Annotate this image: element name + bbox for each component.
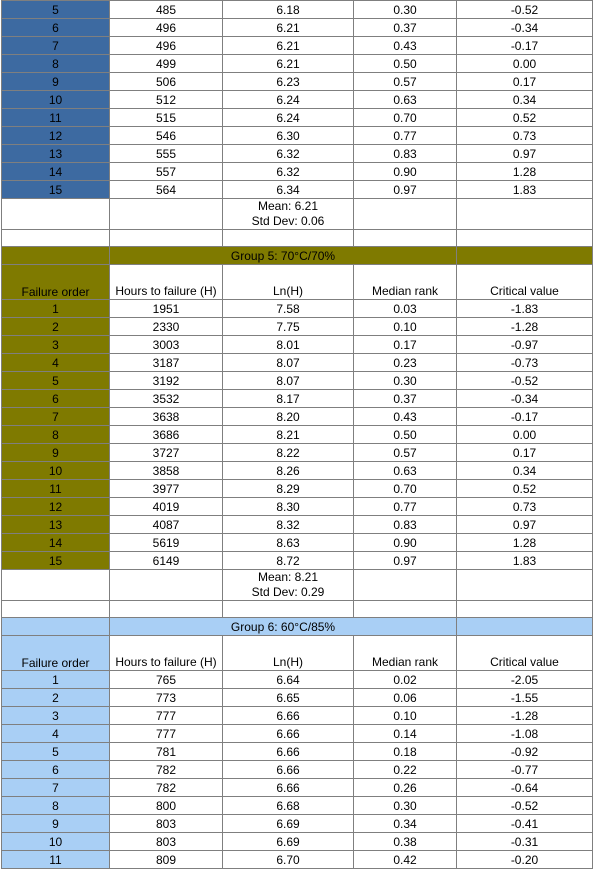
failure-order-cell: 3 <box>2 707 110 725</box>
median-rank-cell: 0.63 <box>354 462 457 480</box>
table-row <box>2 689 593 707</box>
ln-h-cell: 8.21 <box>223 426 354 444</box>
ln-h-cell: 6.30 <box>223 127 354 145</box>
header-ln-h: Ln(H) <box>223 636 354 671</box>
summary-row <box>2 199 593 230</box>
empty-cell <box>457 618 593 636</box>
group-title-row <box>2 618 593 636</box>
hours-cell: 803 <box>110 815 223 833</box>
hours-cell: 803 <box>110 833 223 851</box>
median-rank-cell: 0.37 <box>354 390 457 408</box>
failure-order-cell: 2 <box>2 689 110 707</box>
ln-h-cell: 6.34 <box>223 181 354 199</box>
table-row <box>2 181 593 199</box>
table-row <box>2 390 593 408</box>
critical-value-cell: -0.17 <box>457 37 593 55</box>
table-row <box>2 300 593 318</box>
hours-cell: 1951 <box>110 300 223 318</box>
empty-cell <box>354 199 457 230</box>
critical-value-cell: 0.00 <box>457 55 593 73</box>
summary-row <box>2 570 593 601</box>
median-rank-cell: 0.90 <box>354 534 457 552</box>
empty-cell <box>110 230 223 247</box>
table-row <box>2 1 593 19</box>
column-header-row <box>2 636 593 671</box>
median-rank-cell: 0.03 <box>354 300 457 318</box>
critical-value-cell: 0.17 <box>457 444 593 462</box>
median-rank-cell: 0.37 <box>354 19 457 37</box>
critical-value-cell: 1.83 <box>457 181 593 199</box>
table-row <box>2 426 593 444</box>
failure-order-cell: 10 <box>2 91 110 109</box>
critical-value-cell: -0.77 <box>457 761 593 779</box>
ln-h-cell: 6.64 <box>223 671 354 689</box>
ln-h-cell: 6.18 <box>223 1 354 19</box>
ln-h-cell: 6.24 <box>223 109 354 127</box>
ln-h-cell: 8.22 <box>223 444 354 462</box>
failure-order-cell: 4 <box>2 354 110 372</box>
failure-order-cell: 5 <box>2 1 110 19</box>
hours-cell: 782 <box>110 761 223 779</box>
failure-order-cell: 8 <box>2 55 110 73</box>
header-failure-order: Failure order <box>2 265 110 300</box>
hours-cell: 512 <box>110 91 223 109</box>
group-title: Group 6: 60°C/85% <box>110 618 457 636</box>
ln-h-cell: 8.20 <box>223 408 354 426</box>
failure-order-cell: 15 <box>2 181 110 199</box>
table-row <box>2 145 593 163</box>
mean-value: Mean: 8.21 <box>257 570 319 584</box>
table-row <box>2 336 593 354</box>
critical-value-cell: -0.52 <box>457 372 593 390</box>
critical-value-cell: 0.97 <box>457 516 593 534</box>
median-rank-cell: 0.97 <box>354 552 457 570</box>
empty-cell <box>457 230 593 247</box>
ln-h-cell: 6.65 <box>223 689 354 707</box>
table-row <box>2 671 593 689</box>
table-row <box>2 109 593 127</box>
table-row <box>2 480 593 498</box>
hours-cell: 5619 <box>110 534 223 552</box>
empty-cell <box>457 570 593 601</box>
failure-order-cell: 11 <box>2 109 110 127</box>
failure-order-cell: 15 <box>2 552 110 570</box>
empty-cell <box>2 570 110 601</box>
table-row <box>2 444 593 462</box>
table-row <box>2 779 593 797</box>
critical-value-cell: 0.17 <box>457 73 593 91</box>
hours-cell: 496 <box>110 37 223 55</box>
critical-value-cell: -0.73 <box>457 354 593 372</box>
hours-cell: 765 <box>110 671 223 689</box>
critical-value-cell: -0.34 <box>457 390 593 408</box>
critical-value-cell: -1.08 <box>457 725 593 743</box>
table-row <box>2 73 593 91</box>
table-row <box>2 833 593 851</box>
hours-cell: 3192 <box>110 372 223 390</box>
table-row <box>2 707 593 725</box>
critical-value-cell: -0.34 <box>457 19 593 37</box>
critical-value-cell: -0.52 <box>457 1 593 19</box>
median-rank-cell: 0.10 <box>354 707 457 725</box>
failure-order-cell: 4 <box>2 725 110 743</box>
header-critical-value: Critical value <box>457 636 593 671</box>
ln-h-cell: 6.23 <box>223 73 354 91</box>
header-hours-to-failure: Hours to failure (H) <box>110 636 223 671</box>
ln-h-cell: 6.32 <box>223 145 354 163</box>
critical-value-cell: -1.28 <box>457 707 593 725</box>
hours-cell: 800 <box>110 797 223 815</box>
hours-cell: 4087 <box>110 516 223 534</box>
header-median-rank: Median rank <box>354 636 457 671</box>
hours-cell: 557 <box>110 163 223 181</box>
critical-value-cell: 0.34 <box>457 91 593 109</box>
critical-value-cell: -1.83 <box>457 300 593 318</box>
hours-cell: 496 <box>110 19 223 37</box>
failure-order-cell: 2 <box>2 318 110 336</box>
median-rank-cell: 0.17 <box>354 336 457 354</box>
hours-cell: 773 <box>110 689 223 707</box>
critical-value-cell: -0.52 <box>457 797 593 815</box>
failure-order-cell: 5 <box>2 372 110 390</box>
hours-cell: 6149 <box>110 552 223 570</box>
failure-order-cell: 6 <box>2 761 110 779</box>
table-row <box>2 851 593 869</box>
hours-cell: 3532 <box>110 390 223 408</box>
ln-h-cell: 8.01 <box>223 336 354 354</box>
ln-h-cell: 6.66 <box>223 779 354 797</box>
table-row <box>2 797 593 815</box>
median-rank-cell: 0.30 <box>354 797 457 815</box>
table-row <box>2 127 593 145</box>
table-row <box>2 37 593 55</box>
median-rank-cell: 0.43 <box>354 408 457 426</box>
hours-cell: 777 <box>110 707 223 725</box>
median-rank-cell: 0.63 <box>354 91 457 109</box>
ln-h-cell: 8.07 <box>223 354 354 372</box>
hours-cell: 506 <box>110 73 223 91</box>
median-rank-cell: 0.57 <box>354 444 457 462</box>
ln-h-cell: 6.66 <box>223 725 354 743</box>
median-rank-cell: 0.02 <box>354 671 457 689</box>
empty-cell <box>2 199 110 230</box>
mean-value: Mean: 6.21 <box>257 199 319 213</box>
ln-h-cell: 6.32 <box>223 163 354 181</box>
hours-cell: 781 <box>110 743 223 761</box>
spacer-row <box>2 601 593 618</box>
median-rank-cell: 0.18 <box>354 743 457 761</box>
table-row <box>2 163 593 181</box>
hours-cell: 564 <box>110 181 223 199</box>
empty-cell <box>457 247 593 265</box>
critical-value-cell: -0.41 <box>457 815 593 833</box>
empty-cell <box>2 618 110 636</box>
failure-order-cell: 7 <box>2 779 110 797</box>
critical-value-cell: 0.00 <box>457 426 593 444</box>
spacer-row <box>2 230 593 247</box>
median-rank-cell: 0.34 <box>354 815 457 833</box>
median-rank-cell: 0.30 <box>354 372 457 390</box>
median-rank-cell: 0.57 <box>354 73 457 91</box>
ln-h-cell: 6.66 <box>223 761 354 779</box>
median-rank-cell: 0.97 <box>354 181 457 199</box>
failure-order-cell: 10 <box>2 833 110 851</box>
ln-h-cell: 8.30 <box>223 498 354 516</box>
median-rank-cell: 0.26 <box>354 779 457 797</box>
critical-value-cell: 1.83 <box>457 552 593 570</box>
median-rank-cell: 0.06 <box>354 689 457 707</box>
ln-h-cell: 6.21 <box>223 37 354 55</box>
critical-value-cell: -0.64 <box>457 779 593 797</box>
table-row <box>2 761 593 779</box>
hours-cell: 485 <box>110 1 223 19</box>
median-rank-cell: 0.10 <box>354 318 457 336</box>
failure-order-cell: 7 <box>2 408 110 426</box>
failure-order-cell: 10 <box>2 462 110 480</box>
hours-cell: 2330 <box>110 318 223 336</box>
critical-value-cell: 0.73 <box>457 127 593 145</box>
empty-cell <box>2 247 110 265</box>
failure-order-cell: 14 <box>2 163 110 181</box>
ln-h-cell: 6.69 <box>223 833 354 851</box>
failure-order-cell: 13 <box>2 516 110 534</box>
table-row <box>2 516 593 534</box>
summary-cell <box>223 570 354 601</box>
table-row <box>2 552 593 570</box>
median-rank-cell: 0.90 <box>354 163 457 181</box>
median-rank-cell: 0.70 <box>354 109 457 127</box>
table-row <box>2 534 593 552</box>
summary-cell <box>223 199 354 230</box>
group-title: Group 5: 70°C/70% <box>110 247 457 265</box>
failure-order-cell: 14 <box>2 534 110 552</box>
table-row <box>2 19 593 37</box>
ln-h-cell: 6.69 <box>223 815 354 833</box>
failure-order-cell: 12 <box>2 498 110 516</box>
median-rank-cell: 0.77 <box>354 498 457 516</box>
table-row <box>2 91 593 109</box>
ln-h-cell: 6.68 <box>223 797 354 815</box>
column-header-row <box>2 265 593 300</box>
hours-cell: 3638 <box>110 408 223 426</box>
failure-order-cell: 11 <box>2 851 110 869</box>
critical-value-cell: 0.52 <box>457 480 593 498</box>
table-row <box>2 743 593 761</box>
empty-cell <box>223 601 354 618</box>
table-row <box>2 462 593 480</box>
hours-cell: 4019 <box>110 498 223 516</box>
hours-cell: 3686 <box>110 426 223 444</box>
ln-h-cell: 8.07 <box>223 372 354 390</box>
hours-cell: 555 <box>110 145 223 163</box>
empty-cell <box>354 570 457 601</box>
table-row <box>2 725 593 743</box>
failure-order-cell: 6 <box>2 390 110 408</box>
critical-value-cell: 0.73 <box>457 498 593 516</box>
failure-order-cell: 8 <box>2 797 110 815</box>
critical-value-cell: 1.28 <box>457 534 593 552</box>
group-title-row <box>2 247 593 265</box>
ln-h-cell: 8.26 <box>223 462 354 480</box>
ln-h-cell: 8.17 <box>223 390 354 408</box>
median-rank-cell: 0.83 <box>354 516 457 534</box>
empty-cell <box>457 601 593 618</box>
median-rank-cell: 0.50 <box>354 55 457 73</box>
ln-h-cell: 6.24 <box>223 91 354 109</box>
hours-cell: 3187 <box>110 354 223 372</box>
median-rank-cell: 0.77 <box>354 127 457 145</box>
failure-order-cell: 1 <box>2 300 110 318</box>
ln-h-cell: 7.58 <box>223 300 354 318</box>
failure-order-cell: 12 <box>2 127 110 145</box>
hours-cell: 777 <box>110 725 223 743</box>
hours-cell: 809 <box>110 851 223 869</box>
empty-cell <box>457 199 593 230</box>
header-median-rank: Median rank <box>354 265 457 300</box>
median-rank-cell: 0.14 <box>354 725 457 743</box>
empty-cell <box>2 601 110 618</box>
ln-h-cell: 8.63 <box>223 534 354 552</box>
median-rank-cell: 0.30 <box>354 1 457 19</box>
empty-cell <box>110 199 223 230</box>
failure-order-cell: 8 <box>2 426 110 444</box>
ln-h-cell: 6.21 <box>223 55 354 73</box>
header-hours-to-failure: Hours to failure (H) <box>110 265 223 300</box>
median-rank-cell: 0.42 <box>354 851 457 869</box>
critical-value-cell: -1.28 <box>457 318 593 336</box>
median-rank-cell: 0.43 <box>354 37 457 55</box>
empty-cell <box>354 601 457 618</box>
ln-h-cell: 6.70 <box>223 851 354 869</box>
hours-cell: 782 <box>110 779 223 797</box>
median-rank-cell: 0.50 <box>354 426 457 444</box>
failure-order-cell: 11 <box>2 480 110 498</box>
std-dev-value: Std Dev: 0.06 <box>251 214 325 228</box>
hours-cell: 515 <box>110 109 223 127</box>
critical-value-cell: -0.31 <box>457 833 593 851</box>
table-row <box>2 55 593 73</box>
critical-value-cell: -0.17 <box>457 408 593 426</box>
critical-value-cell: -0.92 <box>457 743 593 761</box>
failure-order-cell: 1 <box>2 671 110 689</box>
critical-value-cell: -1.55 <box>457 689 593 707</box>
median-rank-cell: 0.83 <box>354 145 457 163</box>
critical-value-cell: -0.20 <box>457 851 593 869</box>
failure-order-cell: 13 <box>2 145 110 163</box>
failure-data-table <box>1 0 593 869</box>
empty-cell <box>110 601 223 618</box>
empty-cell <box>2 230 110 247</box>
table-row <box>2 408 593 426</box>
ln-h-cell: 6.66 <box>223 707 354 725</box>
table-row <box>2 354 593 372</box>
empty-cell <box>354 230 457 247</box>
table-row <box>2 498 593 516</box>
critical-value-cell: 1.28 <box>457 163 593 181</box>
table-row <box>2 318 593 336</box>
failure-order-cell: 3 <box>2 336 110 354</box>
critical-value-cell: 0.52 <box>457 109 593 127</box>
hours-cell: 3003 <box>110 336 223 354</box>
hours-cell: 3727 <box>110 444 223 462</box>
table-row <box>2 372 593 390</box>
median-rank-cell: 0.38 <box>354 833 457 851</box>
median-rank-cell: 0.22 <box>354 761 457 779</box>
failure-order-cell: 7 <box>2 37 110 55</box>
ln-h-cell: 8.29 <box>223 480 354 498</box>
median-rank-cell: 0.23 <box>354 354 457 372</box>
std-dev-value: Std Dev: 0.29 <box>251 585 325 599</box>
hours-cell: 3977 <box>110 480 223 498</box>
failure-order-cell: 5 <box>2 743 110 761</box>
ln-h-cell: 6.66 <box>223 743 354 761</box>
critical-value-cell: -2.05 <box>457 671 593 689</box>
ln-h-cell: 8.32 <box>223 516 354 534</box>
hours-cell: 546 <box>110 127 223 145</box>
critical-value-cell: -0.97 <box>457 336 593 354</box>
ln-h-cell: 7.75 <box>223 318 354 336</box>
failure-order-cell: 9 <box>2 73 110 91</box>
ln-h-cell: 6.21 <box>223 19 354 37</box>
table-row <box>2 815 593 833</box>
critical-value-cell: 0.97 <box>457 145 593 163</box>
header-failure-order: Failure order <box>2 636 110 671</box>
critical-value-cell: 0.34 <box>457 462 593 480</box>
header-critical-value: Critical value <box>457 265 593 300</box>
empty-cell <box>110 570 223 601</box>
hours-cell: 499 <box>110 55 223 73</box>
header-ln-h: Ln(H) <box>223 265 354 300</box>
median-rank-cell: 0.70 <box>354 480 457 498</box>
ln-h-cell: 8.72 <box>223 552 354 570</box>
failure-order-cell: 9 <box>2 444 110 462</box>
failure-order-cell: 6 <box>2 19 110 37</box>
hours-cell: 3858 <box>110 462 223 480</box>
failure-order-cell: 9 <box>2 815 110 833</box>
empty-cell <box>223 230 354 247</box>
